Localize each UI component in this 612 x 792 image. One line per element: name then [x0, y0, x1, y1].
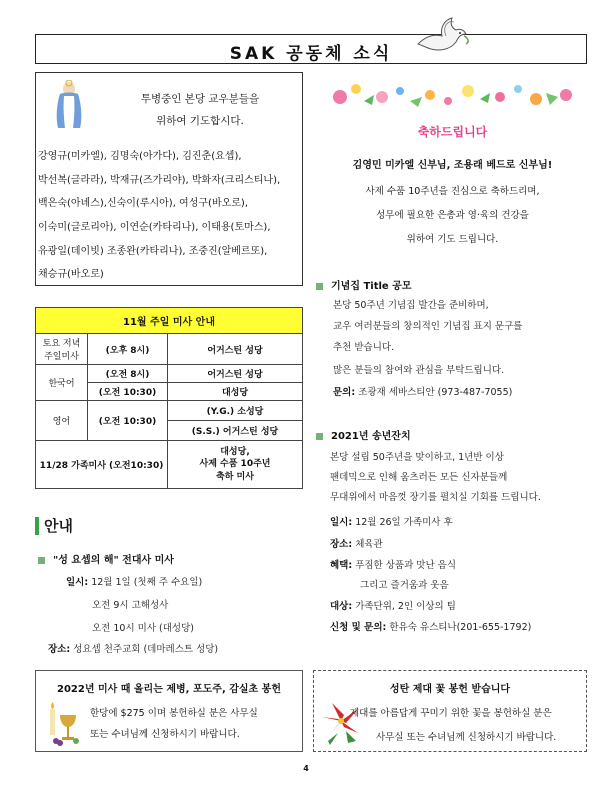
party-apply-value: 한유숙 유스티나(201-655-1792): [389, 622, 532, 633]
contact-value: 조광재 세바스티안 (973-487-7055): [358, 387, 513, 398]
prayer-name-line: 강영규(미카엘), 김명숙(아가다), 김진춘(요셉),: [38, 151, 242, 162]
party-line: 팬데믹으로 인해 움츠러든 모든 신자분들께: [330, 472, 508, 483]
kor-time-2: (오전 10:30): [88, 383, 168, 401]
notice-heading: 안내: [44, 517, 73, 535]
eng-place-1: (Y.G.) 소성당: [168, 401, 303, 421]
flower-offering-line: 제대를 아름답게 꾸미기 위한 꽃을 봉헌하실 분은: [350, 708, 552, 719]
family-mass-label: 11/28 가족미사 (오전10:30): [36, 441, 168, 489]
flower-offering-line: 사무실 또는 수녀님께 신청하시기 바랍니다.: [376, 732, 557, 743]
sat-time: (오후 8시): [88, 334, 168, 365]
sat-place: 어거스틴 성당: [168, 334, 303, 365]
joseph-time-1: 오전 9시 고해성사: [92, 600, 169, 611]
eng-time: (오전 10:30): [88, 401, 168, 441]
eng-place-2: (S.S.) 어거스틴 성당: [168, 421, 303, 441]
party-heading: [316, 427, 411, 442]
contact-label: 문의:: [333, 387, 356, 398]
sat-label: 토요 저녁 주일미사: [36, 334, 88, 365]
party-title: 2021년 송년잔치: [331, 431, 411, 442]
memorial-line: 본당 50주년 기념집 발간을 준비하며,: [333, 300, 489, 311]
party-date-label: 일시:: [330, 517, 353, 528]
congrats-title: 축하드립니다: [417, 125, 488, 139]
virgin-mary-icon: [50, 80, 88, 130]
party-benefit-label: 혜택:: [330, 560, 353, 571]
square-bullet-icon: [316, 433, 323, 440]
joseph-mass-heading: [38, 551, 174, 566]
family-place-line: 사제 수품 10주년: [199, 459, 271, 470]
kor-time-1: (오전 8시): [88, 365, 168, 383]
party-apply: [330, 619, 531, 633]
notice-accent-bar: [35, 517, 39, 535]
memorial-title: 기념집 Title 공모: [331, 281, 412, 292]
square-bullet-icon: [38, 557, 45, 564]
dove-icon: [412, 14, 470, 58]
party-line: 본당 설립 50주년을 맞이하고, 1년반 이상: [330, 452, 504, 463]
header-box: [35, 34, 587, 64]
party-benefit: [330, 557, 456, 571]
congrats-line: 위하여 기도 드립니다.: [406, 234, 499, 245]
party-target: [330, 598, 456, 612]
prayer-heading-1: 투병중인 본당 교우분들을: [140, 93, 260, 105]
joseph-date: [66, 574, 202, 588]
place-label: 장소:: [48, 644, 71, 655]
party-benefit-2: 그리고 즐거움과 웃음: [360, 580, 449, 591]
memorial-line: 추천 받습니다.: [333, 342, 395, 353]
korean-label: 한국어: [36, 365, 88, 401]
page-title: SAK 공동체 소식: [229, 44, 393, 64]
place-value: 성요셉 천주교회 (데마레스트 성당): [73, 644, 219, 655]
memorial-line: 많은 분들의 참여와 관심을 부탁드립니다.: [333, 365, 505, 376]
family-place-line: 축하 미사: [216, 471, 254, 482]
offering-title: 2022년 미사 때 올리는 제병, 포도주, 감실초 봉헌: [56, 684, 282, 695]
mass-schedule-title: 11월 주일 미사 안내: [36, 308, 303, 334]
flower-offering-box: [313, 670, 587, 752]
flower-garland-icon: [320, 77, 585, 117]
party-target-value: 가족단위, 2인 이상의 팀: [355, 601, 456, 612]
prayer-name-line: 유광일(데이빗) 조종완(카타리나), 조중진(알베르또),: [38, 246, 268, 257]
party-date: [330, 514, 453, 528]
party-date-value: 12월 26일 가족미사 후: [355, 517, 453, 528]
prayer-name-line: 이숙미(글로리아), 이연순(카타리나), 이태용(토마스),: [38, 222, 271, 233]
family-place-line: 대성당,: [220, 447, 250, 458]
flower-offering-title: 성탄 제대 꽃 봉헌 받습니다: [389, 684, 511, 695]
memorial-contact: [333, 384, 512, 398]
prayer-name-line: 백은숙(아녜스),신숙이(루시아), 여성구(바오로),: [38, 198, 249, 209]
joseph-place: [48, 641, 218, 655]
congrats-line: 사제 수품 10주년을 진심으로 축하드리며,: [365, 186, 540, 197]
mass-schedule-table: [35, 307, 303, 489]
chalice-candle-icon: [46, 699, 82, 747]
family-mass-place: [168, 441, 303, 489]
joseph-time-2: 오전 10시 미사 (대성당): [92, 623, 194, 634]
offering-box: [35, 670, 303, 752]
party-target-label: 대상:: [330, 601, 353, 612]
square-bullet-icon: [316, 283, 323, 290]
offering-line: 또는 수녀님께 신청하시기 바랍니다.: [90, 729, 240, 740]
party-place: [330, 536, 383, 550]
party-benefit-value: 푸짐한 상품과 맛난 음식: [355, 560, 457, 571]
date-label: 일시:: [66, 577, 89, 588]
prayer-name-line: 박선복(글라라), 박재규(즈가리야), 박화자(크리스티나),: [38, 175, 281, 186]
page-number: 4: [303, 764, 309, 773]
congrats-line: 성무에 필요한 은총과 영·육의 건강을: [376, 210, 529, 221]
party-place-label: 장소:: [330, 539, 353, 550]
memorial-line: 교우 여러분들의 창의적인 기념집 표지 문구를: [333, 321, 523, 332]
party-line: 무대위에서 마음껏 장기를 펼치실 기회를 드립니다.: [330, 492, 541, 503]
english-label: 영어: [36, 401, 88, 441]
congrats-names: 김영민 미카엘 신부님, 조용래 베드로 신부님!: [352, 160, 553, 171]
joseph-mass-title: "성 요셉의 해" 전대사 미사: [53, 555, 174, 566]
prayer-heading-2: 위하여 기도합시다.: [156, 115, 244, 127]
party-apply-label: 신청 및 문의:: [330, 622, 387, 633]
date-value: 12월 1일 (첫째 주 수요일): [91, 577, 203, 588]
prayer-name-line: 채승규(바오로): [38, 269, 104, 280]
kor-place-2: 대성당: [168, 383, 303, 401]
offering-line: 한당에 $275 이며 봉헌하실 분은 사무실: [90, 708, 258, 719]
party-place-value: 체육관: [355, 539, 383, 550]
kor-place-1: 어거스틴 성당: [168, 365, 303, 383]
memorial-heading: [316, 277, 412, 292]
